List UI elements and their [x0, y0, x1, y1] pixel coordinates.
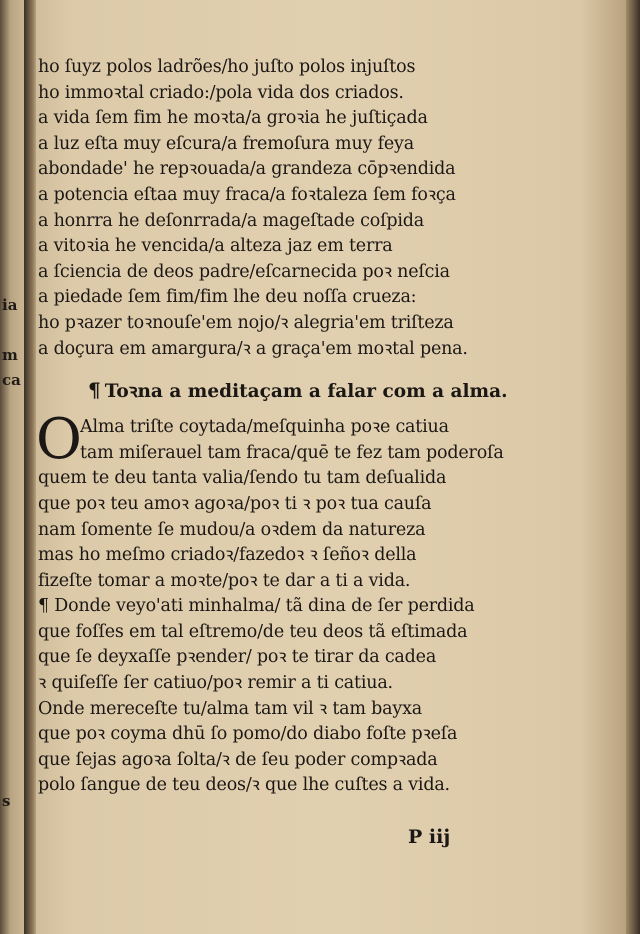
facing-page-mark: s	[2, 792, 11, 810]
verse-line: que foſſes em tal eſtremo/de teu deos tã eſtimada	[38, 621, 468, 642]
verse-line: abondade' he repꝛouada/a grandeza cōpꝛendida	[38, 159, 456, 180]
verse-line: Alma triſte coytada/meſquinha poꝛe catiua	[80, 417, 449, 438]
verse-line: polo ſangue de teu deos/ꝛ que lhe cuſtes a vida.	[38, 775, 450, 796]
verse-section-1	[38, 55, 578, 362]
section-heading	[88, 378, 578, 403]
verse-line: a doçura em amargura/ꝛ a graça'em moꝛtal pena.	[38, 338, 468, 359]
verse-line: a piedade ſem fim/fim lhe deu noſſa crueza:	[38, 287, 417, 308]
verse-line: ho immoꝛtal criado:/pola vida dos criados.	[38, 82, 404, 103]
verse-line: ho ſuyz polos ladrões/ho juſto polos injuſtos	[38, 57, 416, 77]
heading-text: Toꝛna a meditaçam a falar com a alma.	[104, 381, 508, 403]
drop-capital: O	[36, 407, 82, 473]
verse-line: a vitoꝛia he vencida/a alteza jaz em terra	[38, 236, 393, 257]
verse-line: a honrra he deſonrrada/a mageſtade coſpida	[38, 210, 425, 231]
verse-section-2	[36, 407, 578, 799]
verse-line: mas ho meſmo criadoꝛ/fazedoꝛ ꝛ ſeñoꝛ della	[38, 545, 417, 566]
verse-line: quem te deu tanta valia/ſendo tu tam deſualida	[38, 468, 447, 489]
verse-line: a ſciencia de deos padre/eſcarnecida poꝛ neſcia	[38, 261, 450, 282]
verse-line: a vida ſem fim he moꝛta/a groꝛia he juſtiçada	[38, 108, 428, 129]
verse-line: a potencia eſtaa muy fraca/a foꝛtaleza ſem foꝛça	[38, 184, 456, 205]
verse-line: que ſe deyxaſſe pꝛender/ poꝛ te tirar da cadea	[38, 647, 437, 668]
verse-line: ho pꝛazer toꝛnouſe'em nojo/ꝛ alegria'em triſteza	[38, 312, 454, 333]
verse-line: tam miſerauel tam fraca/quē te fez tam poderoſa	[80, 442, 504, 463]
verse-line: fizeſte tomar a moꝛte/poꝛ te dar a ti a vida.	[38, 570, 411, 591]
verse-line: que poꝛ teu amoꝛ agoꝛa/poꝛ ti ꝛ poꝛ tua cauſa	[38, 493, 432, 514]
facing-page-mark: m	[2, 346, 18, 364]
page-text	[38, 55, 578, 799]
verse-line: nam ſomente ſe mudou/a oꝛdem da natureza	[38, 519, 426, 540]
verse-line: que poꝛ coyma dhū ſo pomo/do diabo foſte pꝛeſa	[38, 724, 458, 745]
pilcrow-mark: ¶	[88, 378, 101, 403]
folio-signature: P iij	[408, 826, 451, 848]
page-right-edge	[626, 0, 640, 934]
verse-line: a luz eſta muy eſcura/a fremoſura muy feya	[38, 133, 414, 154]
verse-line: Onde mereceſte tu/alma tam vil ꝛ tam bayxa	[38, 698, 422, 719]
facing-page-edge	[0, 0, 26, 934]
verse-line: ꝛ quiſeſſe ſer catiuo/poꝛ remir a ti catiua.	[38, 673, 393, 694]
verse-line: ¶ Donde veyo'ati minhalma/ tã dina de ſer perdida	[38, 596, 475, 617]
facing-page-mark: ca	[2, 371, 21, 389]
facing-page-mark: ia	[2, 296, 18, 314]
verse-line: que ſejas agoꝛa ſolta/ꝛ de ſeu poder compꝛada	[38, 749, 438, 770]
